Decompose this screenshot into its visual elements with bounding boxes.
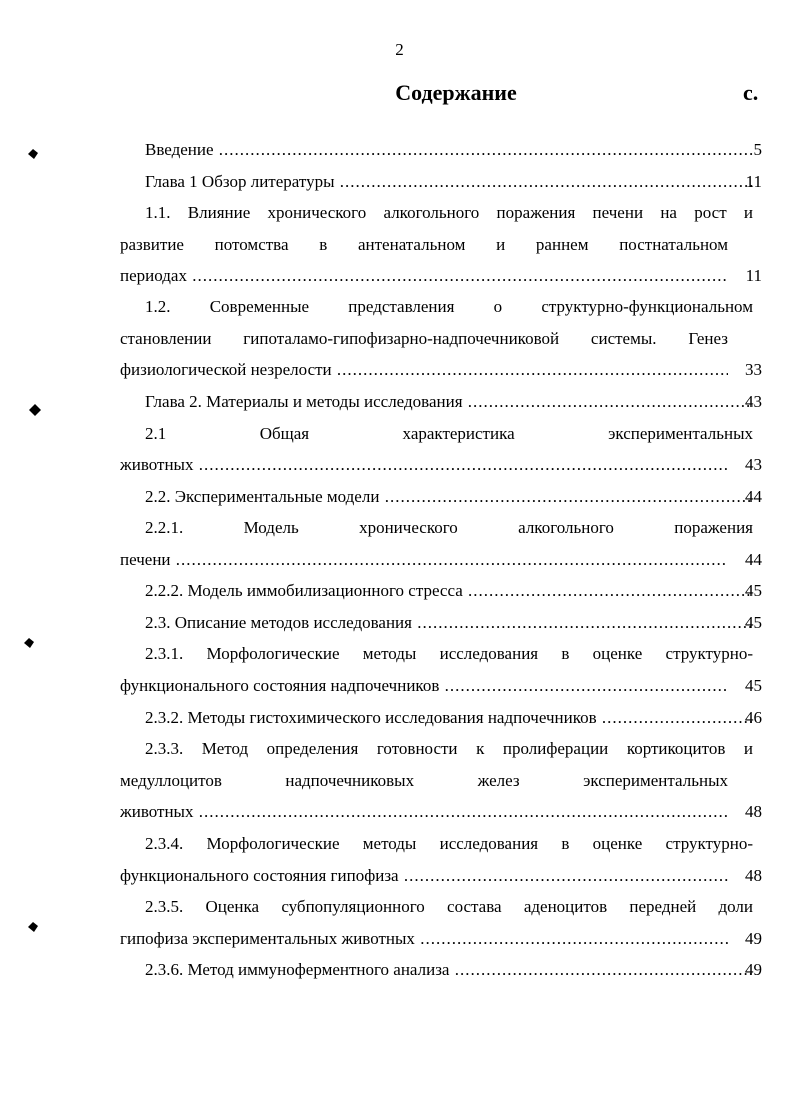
toc-entry-title: Глава 2. Материалы и методы исследования ..... (120, 386, 753, 417)
toc-entry (120, 575, 762, 606)
toc-entry-title: животных ..... (120, 796, 728, 827)
toc-entry-page: 5 (753, 140, 762, 159)
toc-entry-page: 46 (745, 708, 762, 727)
toc-entry-page: 48 (745, 802, 762, 821)
toc-entry-title: медуллоцитов надпочечниковых желез экспериментальных (120, 771, 728, 790)
toc-entry-page: 44 (745, 487, 762, 506)
binder-hole-mark (28, 403, 42, 417)
toc-entry-page: 43 (745, 392, 762, 411)
toc-entry (120, 449, 762, 480)
toc-entry-title: 2.3. Описание методов исследования ..... (120, 607, 753, 638)
toc-entry-title: функционального состояния гипофиза ..... (120, 860, 728, 891)
toc-entry-line (120, 733, 762, 764)
toc-entry-line (120, 323, 762, 354)
toc-entry (120, 166, 762, 197)
toc-entry-title: становлении гипоталамо-гипофизарно-надпочечниковой системы. Генез (120, 329, 728, 348)
toc-entry-title: 2.2. Экспериментальные модели ..... (120, 481, 753, 512)
toc-entry-title: 2.3.4. Морфологические методы исследования в оценке структурно- (145, 834, 753, 853)
toc-entry (120, 670, 762, 701)
toc-entry-title: Введение ..... (120, 134, 753, 165)
toc-entry-page: 11 (745, 266, 762, 285)
toc-entry-title: 1.1. Влияние хронического алкогольного поражения печени на рост и (145, 203, 753, 222)
toc-entry (120, 134, 762, 165)
toc-entry-line (120, 765, 762, 796)
toc-entry-title: развитие потомства в антенатальном и раннем постнатальном (120, 235, 728, 254)
toc-entry (120, 481, 762, 512)
toc-entry (120, 354, 762, 385)
toc-entry-line (120, 891, 762, 922)
toc-entry-title: 1.2. Современные представления о структурно-функциональном (145, 297, 753, 316)
page-column-label: с. (743, 80, 759, 105)
page-title: Содержание (395, 80, 517, 105)
toc-entry (120, 796, 762, 827)
toc-entry-line (120, 418, 762, 449)
toc-entry-title: 2.2.2. Модель иммобилизационного стресса ..... (120, 575, 753, 606)
toc-entry-page: 45 (745, 581, 762, 600)
toc-entry-title: физиологической незрелости ..... (120, 354, 728, 385)
toc-entry-line (120, 291, 762, 322)
toc-entry-title: периодах ..... (120, 260, 728, 291)
toc-entry-title: 2.3.5. Оценка субпопуляционного состава аденоцитов передней доли (145, 897, 753, 916)
toc-entry-title: 2.3.2. Методы гистохимического исследования надпочечников ..... (120, 702, 753, 733)
binder-hole-mark (26, 920, 40, 934)
toc-entry-page: 11 (745, 172, 762, 191)
toc-entry-title: функционального состояния надпочечников ..... (120, 670, 728, 701)
toc-entry-page: 49 (745, 960, 762, 979)
toc-entry-page: 44 (745, 550, 762, 569)
toc-entry-line (120, 828, 762, 859)
toc-entry-page: 45 (745, 613, 762, 632)
toc-entry (120, 923, 762, 954)
toc-entry-line (120, 638, 762, 669)
toc-entry-title: животных ..... (120, 449, 728, 480)
toc-entry-page: 43 (745, 455, 762, 474)
toc-entry (120, 607, 762, 638)
toc-entry (120, 260, 762, 291)
toc-entry-title: 2.1 Общая характеристика экспериментальных (145, 424, 753, 443)
toc-entry (120, 954, 762, 985)
toc-entry-page: 45 (745, 676, 762, 695)
toc-entry-title: 2.3.1. Морфологические методы исследования в оценке структурно- (145, 644, 753, 663)
toc-entry-line (120, 197, 762, 228)
toc-entry-title: 2.3.6. Метод иммуноферментного анализа ..... (120, 954, 753, 985)
toc-entry-title: 2.3.3. Метод определения готовности к пролиферации кортикоцитов и (145, 739, 753, 758)
toc-entry-title: гипофиза экспериментальных животных ..... (120, 923, 728, 954)
toc-entry (120, 386, 762, 417)
toc-entry-title: печени ..... (120, 544, 728, 575)
toc-entry-line (120, 229, 762, 260)
binder-hole-mark (22, 636, 36, 650)
toc-entry-title: Глава 1 Обзор литературы ..... (120, 166, 753, 197)
toc-entry (120, 702, 762, 733)
toc-entry (120, 860, 762, 891)
toc-entry (120, 544, 762, 575)
toc-entry-page: 33 (745, 360, 762, 379)
toc-entry-line (120, 512, 762, 543)
page-number: 2 (395, 40, 404, 59)
toc-entry-page: 49 (745, 929, 762, 948)
toc-entry-title: 2.2.1. Модель хронического алкогольного поражения (145, 518, 753, 537)
toc-entry-page: 48 (745, 866, 762, 885)
binder-hole-mark (26, 147, 40, 161)
